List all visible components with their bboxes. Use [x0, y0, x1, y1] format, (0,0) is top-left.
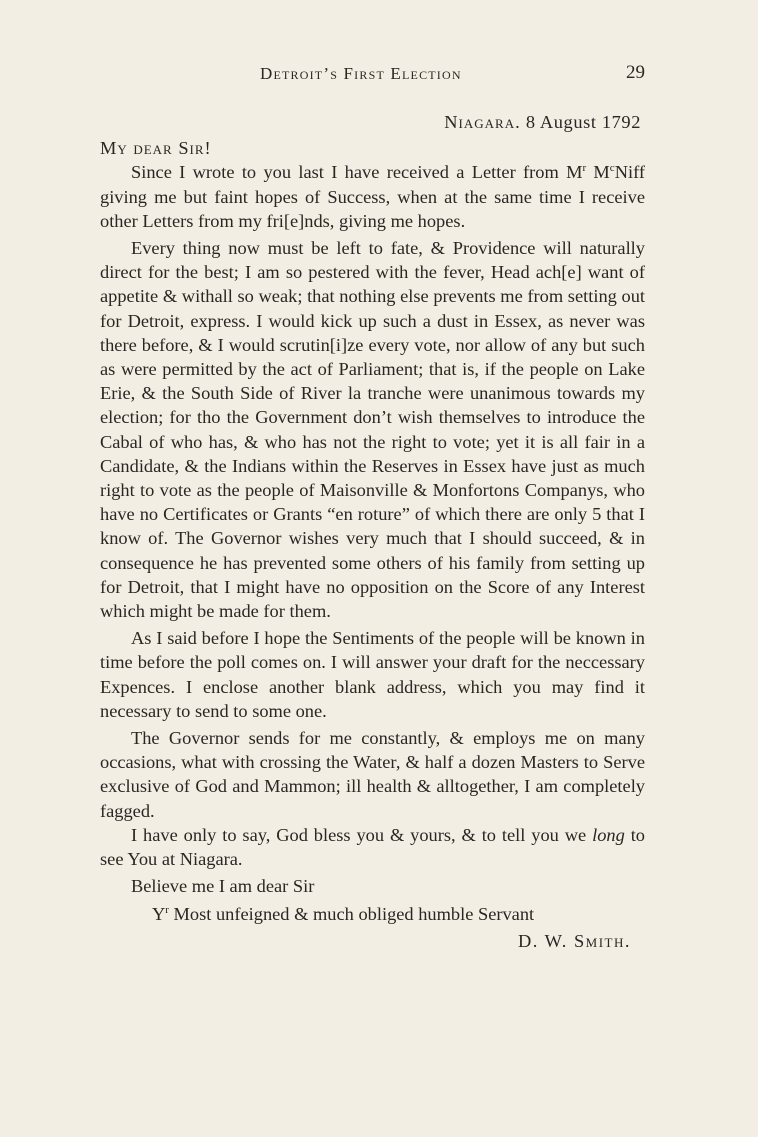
paragraph-5	[100, 823, 645, 871]
paragraph-3: As I said before I hope the Sentiments of the people will be known in time before the poll comes on. I will answer your draft for the neccessary Expences. I enclose another blank address, which you may find it necessary to send to some one.	[100, 628, 645, 721]
closing-line-2	[100, 902, 645, 926]
superscript: c	[609, 162, 615, 175]
paragraph-5-text-a: I have only to say, God bless you & yours, & to tell you we	[131, 824, 593, 845]
superscript: r	[165, 903, 169, 916]
closing-line-2-text-b: Most unfeigned & much obliged humble Servant	[168, 903, 535, 924]
dateline	[100, 110, 645, 134]
page-number: 29	[626, 62, 645, 83]
running-head: Detroit’s First Election	[260, 64, 462, 83]
paragraph-4: The Governor sends for me constantly, & employs me on many occasions, what with crossing the Water, & half a dozen Masters to Serve exclusive of God and Mammon; ill health & alltogether, I am completely fagged.	[100, 728, 645, 821]
paragraph-1	[100, 160, 645, 233]
paragraph-2: Every thing now must be left to fate, & Providence will naturally direct for the best; I am so pestered with the fever, Head ach[e] want of appetite & withall so weak; that nothing else prevents me from setting out for Detroit, express. I would kick up such a dust in Essex, as never was there before, & I would scrutin[i]ze every vote, nor allow of any but such as were permitted by the act of Parliament; that is, if the people on Lake Erie, & the South Side of River la tranche were unanimous towards my election; for tho the Government don’t wish themselves to introduce the Cabal of who has, & who has not the right to vote; yet it is all fair in a Candidate, & the Indians within the Reserves in Essex have just as much right to vote as the people of Maisonville & Monfortons Companys, who have no Certificates or Grants “en roture” of which there are only 5 that I know of. The Governor wishes very much that I should succeed, & in consequence he has prevented some others of his family from setting up for Detroit, that I might have no opposition on the Score of any Interest which might be made for them.	[100, 238, 645, 622]
dateline-date: 8 August 1792	[525, 112, 641, 132]
letter-body	[100, 110, 645, 953]
page-header	[100, 64, 645, 94]
paragraph-1-text-a: Since I wrote to you last I have received a Letter from M	[131, 162, 583, 183]
paragraph-1-text-b: M	[586, 162, 610, 183]
paragraph-5-text-b: to see You at Niagara.	[100, 824, 645, 870]
signature: D. W. Smith.	[517, 930, 631, 951]
salutation: My dear Sir!	[100, 138, 212, 159]
emphasis: long	[592, 824, 625, 845]
closing-line-1: Believe me I am dear Sir	[131, 876, 315, 897]
closing-line-2-text-a: Y	[152, 903, 166, 924]
paragraph-1-text-c: Niff giving me but faint hopes of Success, when at the same time I receive other Letters from my fri[e]nds, giving me hopes.	[100, 162, 645, 231]
dateline-place: Niagara.	[444, 112, 521, 132]
superscript: r	[582, 162, 587, 175]
